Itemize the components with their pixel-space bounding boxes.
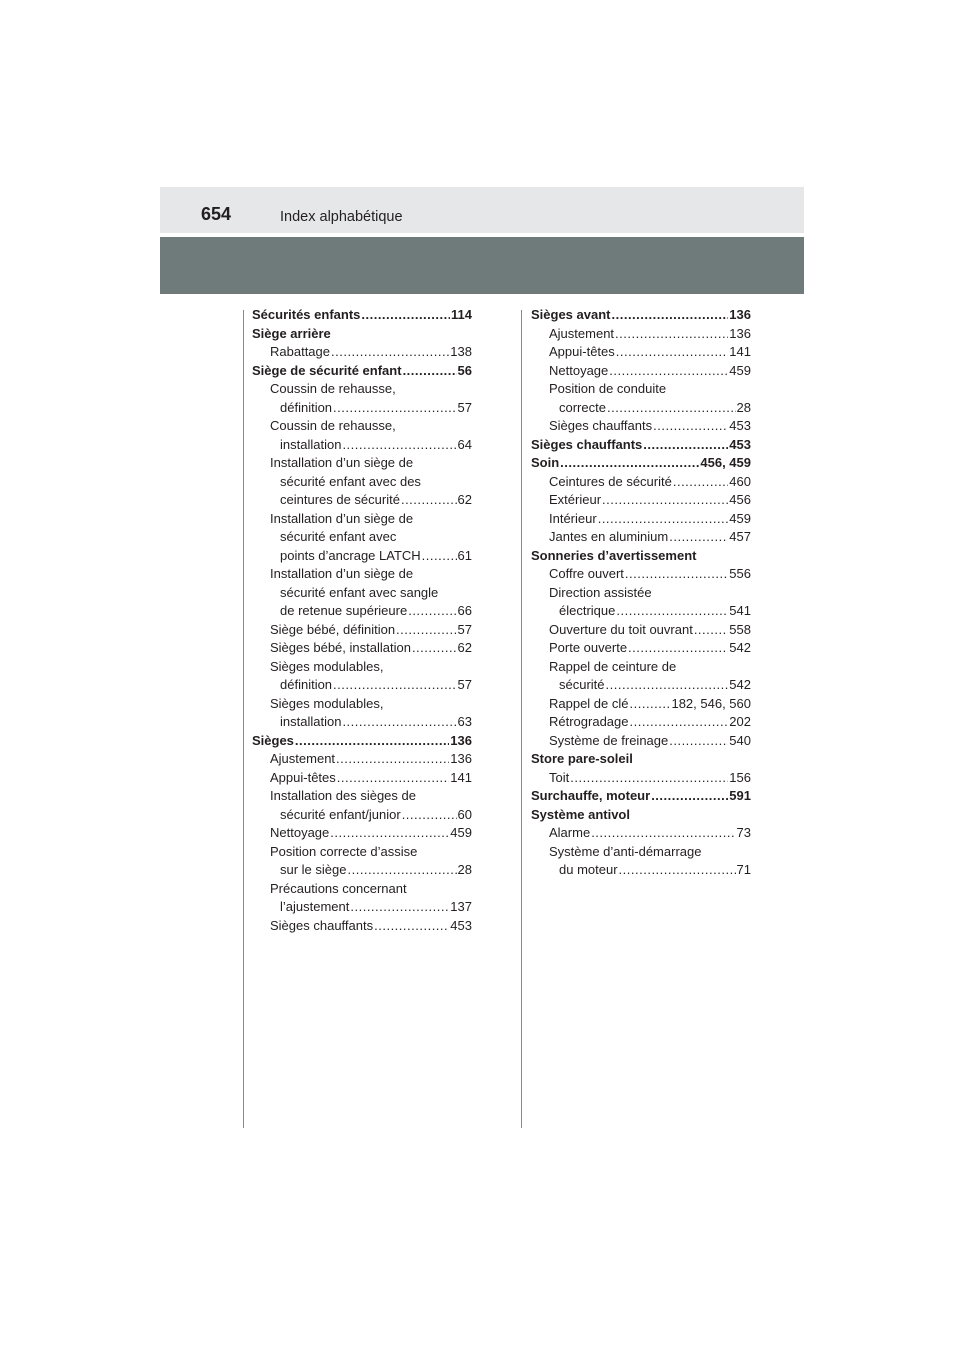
dot-leader xyxy=(295,732,449,751)
dot-leader xyxy=(331,343,449,362)
index-entry xyxy=(252,713,472,732)
index-entry xyxy=(252,658,472,677)
dot-leader xyxy=(673,473,728,492)
dot-leader xyxy=(602,491,728,510)
index-entry xyxy=(252,454,472,473)
entry-page: 541 xyxy=(729,603,751,618)
entry-term: Installation des sièges de xyxy=(270,788,416,803)
entry-term: sécurité enfant avec sangle xyxy=(280,584,439,600)
entry-term: ceintures de sécurité xyxy=(280,492,400,507)
entry-term: sécurité enfant avec des xyxy=(280,473,421,489)
entry-term: Sièges chauffants xyxy=(549,418,653,433)
entry-page: 542 xyxy=(729,640,751,655)
index-entry xyxy=(531,732,751,751)
dot-leader xyxy=(333,399,456,418)
dot-leader xyxy=(630,713,729,732)
entry-page: 64 xyxy=(457,436,472,452)
index-entry xyxy=(252,510,472,529)
index-entry xyxy=(252,880,472,899)
entry-page: 60 xyxy=(457,806,472,822)
column-rule-left xyxy=(243,310,244,1128)
dot-leader xyxy=(643,436,728,455)
entry-page: 141 xyxy=(450,769,472,785)
dot-leader xyxy=(330,824,449,843)
dot-leader xyxy=(342,713,456,732)
entry-term: Sièges xyxy=(252,732,294,748)
index-entry xyxy=(531,325,751,344)
index-entry xyxy=(531,584,751,603)
entry-page: 63 xyxy=(457,714,472,729)
entry-term: Intérieur xyxy=(549,510,597,526)
entry-term: Ajustement xyxy=(549,325,615,341)
entry-term: installation xyxy=(280,714,342,729)
entry-page: 28 xyxy=(736,399,751,415)
dot-leader xyxy=(615,325,728,344)
dot-leader xyxy=(669,732,728,751)
index-entry xyxy=(252,898,472,917)
entry-term: Rétrogradage xyxy=(549,714,629,729)
entry-page: 558 xyxy=(729,621,751,637)
entry-page: 591 xyxy=(729,788,751,803)
entry-term: Alarme xyxy=(549,825,591,840)
entry-page: 137 xyxy=(450,899,472,914)
index-entry xyxy=(252,436,472,455)
entry-term: sur le siège xyxy=(280,862,347,877)
index-entry xyxy=(531,547,751,566)
entry-term: Store pare-soleil xyxy=(531,751,633,766)
entry-term: Installation d’un siège de xyxy=(270,510,414,526)
index-entry xyxy=(531,713,751,732)
entry-term: Rappel de ceinture de xyxy=(549,658,677,674)
index-entry xyxy=(252,787,472,806)
index-entry xyxy=(252,417,472,436)
entry-term: Coussin de rehausse, xyxy=(270,418,396,433)
entry-term: définition xyxy=(280,677,333,692)
index-entry xyxy=(252,528,472,547)
dot-leader xyxy=(694,621,728,640)
dot-leader xyxy=(408,602,456,621)
entry-term: correcte xyxy=(559,399,606,415)
dot-leader xyxy=(361,306,450,325)
index-entry xyxy=(252,732,472,751)
entry-term: Soin xyxy=(531,455,560,470)
entry-page: 202 xyxy=(729,714,751,729)
entry-page: 57 xyxy=(457,677,472,692)
entry-page: 57 xyxy=(457,621,472,637)
index-entry xyxy=(531,602,751,621)
section-title: Index alphabétique xyxy=(280,209,403,225)
entry-page: 71 xyxy=(736,862,751,877)
index-entry xyxy=(531,861,751,880)
dot-leader xyxy=(422,547,457,566)
entry-term: Sièges chauffants xyxy=(270,917,374,933)
index-entry xyxy=(531,695,751,714)
entry-term: Siège arrière xyxy=(252,325,331,341)
index-entry xyxy=(252,362,472,381)
entry-term: sécurité enfant avec xyxy=(280,529,397,544)
index-entry xyxy=(531,750,751,769)
dot-leader xyxy=(570,769,728,788)
entry-term: Appui-têtes xyxy=(270,769,336,785)
entry-page: 459 xyxy=(729,362,751,378)
entry-page: 136 xyxy=(729,325,751,341)
header-band xyxy=(160,237,804,294)
dot-leader xyxy=(402,806,457,825)
dot-leader xyxy=(337,769,450,788)
entry-term: Jantes en aluminium xyxy=(549,529,669,544)
dot-leader xyxy=(616,602,728,621)
dot-leader xyxy=(669,528,728,547)
index-entry xyxy=(531,658,751,677)
index-entry xyxy=(252,917,472,936)
index-entry xyxy=(252,806,472,825)
index-entry xyxy=(252,473,472,492)
dot-leader xyxy=(333,676,456,695)
entry-page: 136 xyxy=(450,751,472,766)
dot-leader xyxy=(598,510,729,529)
index-entry xyxy=(531,417,751,436)
entry-term: Rappel de clé xyxy=(549,695,629,711)
index-entry xyxy=(531,380,751,399)
index-column-right xyxy=(531,306,751,880)
index-entry xyxy=(252,343,472,362)
entry-page: 136 xyxy=(729,307,751,322)
entry-term: Position de conduite xyxy=(549,381,667,396)
entry-term: Ceintures de sécurité xyxy=(549,473,672,489)
index-entry xyxy=(252,565,472,584)
index-entry xyxy=(531,528,751,547)
dot-leader xyxy=(374,917,449,936)
entry-term: de retenue supérieure xyxy=(280,603,408,618)
index-entry xyxy=(531,343,751,362)
index-entry xyxy=(531,454,751,473)
index-entry xyxy=(252,399,472,418)
entry-term: Rabattage xyxy=(270,344,330,359)
entry-term: Système d’anti-démarrage xyxy=(549,843,702,859)
entry-term: Sécurités enfants xyxy=(252,307,361,322)
index-entry xyxy=(531,806,751,825)
column-rule-right xyxy=(521,310,522,1128)
dot-leader xyxy=(609,362,728,381)
dot-leader xyxy=(616,343,729,362)
index-entry xyxy=(252,325,472,344)
entry-term: Système antivol xyxy=(531,806,630,822)
index-entry xyxy=(531,769,751,788)
entry-term: Sièges bébé, installation xyxy=(270,640,411,655)
dot-leader xyxy=(625,565,728,584)
entry-term: Surchauffe, moteur xyxy=(531,788,651,803)
entry-term: Sièges modulables, xyxy=(270,658,384,674)
dot-leader xyxy=(653,417,728,436)
entry-term: Nettoyage xyxy=(549,362,609,378)
entry-term: Direction assistée xyxy=(549,584,652,600)
index-entry xyxy=(531,787,751,806)
entry-page: 460 xyxy=(729,473,751,489)
entry-page: 453 xyxy=(450,917,472,933)
entry-term: Ajustement xyxy=(270,751,336,766)
index-entry xyxy=(252,491,472,510)
entry-page: 456, 459 xyxy=(700,455,751,470)
dot-leader xyxy=(591,824,735,843)
dot-leader xyxy=(651,787,728,806)
entry-page: 540 xyxy=(729,732,751,748)
entry-page: 73 xyxy=(736,825,751,840)
entry-term: définition xyxy=(280,399,333,415)
index-entry xyxy=(252,621,472,640)
entry-term: l’ajustement xyxy=(280,899,350,914)
entry-term: Sièges modulables, xyxy=(270,695,384,711)
page-number: 654 xyxy=(201,204,232,224)
entry-term: points d’ancrage LATCH xyxy=(280,547,421,563)
entry-page: 556 xyxy=(729,566,751,581)
entry-term: installation xyxy=(280,436,342,452)
entry-page: 456 xyxy=(729,492,751,507)
index-entry xyxy=(531,676,751,695)
index-entry xyxy=(252,861,472,880)
entry-page: 459 xyxy=(450,825,472,840)
entry-term: Extérieur xyxy=(549,492,602,507)
index-entry xyxy=(252,602,472,621)
dot-leader xyxy=(560,454,699,473)
index-entry xyxy=(531,824,751,843)
entry-page: 138 xyxy=(450,344,472,359)
index-entry xyxy=(252,306,472,325)
entry-page: 28 xyxy=(457,862,472,877)
index-entry xyxy=(531,306,751,325)
entry-term: Ouverture du toit ouvrant xyxy=(549,621,693,637)
entry-page: 457 xyxy=(729,529,751,544)
index-entry xyxy=(531,491,751,510)
entry-page: 62 xyxy=(457,492,472,507)
entry-page: 141 xyxy=(729,344,751,359)
entry-page: 136 xyxy=(450,732,472,748)
entry-page: 459 xyxy=(729,510,751,526)
index-entry xyxy=(531,639,751,658)
entry-term: électrique xyxy=(559,603,616,618)
dot-leader xyxy=(342,436,456,455)
entry-page: 156 xyxy=(729,769,751,785)
entry-term: sécurité xyxy=(559,677,605,692)
entry-term: Coffre ouvert xyxy=(549,566,624,581)
index-entry xyxy=(531,510,751,529)
entry-term: Précautions concernant xyxy=(270,880,407,896)
index-entry xyxy=(531,843,751,862)
entry-term: Sièges avant xyxy=(531,307,611,322)
index-entry xyxy=(252,769,472,788)
index-entry xyxy=(252,824,472,843)
dot-leader xyxy=(412,639,457,658)
index-entry xyxy=(252,676,472,695)
index-entry xyxy=(252,584,472,603)
dot-leader xyxy=(628,639,728,658)
entry-page: 62 xyxy=(457,640,472,655)
entry-term: Siège bébé, définition xyxy=(270,621,396,637)
entry-term: Sièges chauffants xyxy=(531,436,643,452)
index-entry xyxy=(531,473,751,492)
dot-leader xyxy=(612,306,729,325)
entry-page: 114 xyxy=(451,307,472,322)
entry-page: 542 xyxy=(729,677,751,692)
index-entry xyxy=(531,621,751,640)
entry-term: sécurité enfant/junior xyxy=(280,806,401,822)
dot-leader xyxy=(347,861,456,880)
dot-leader xyxy=(350,898,449,917)
entry-term: Appui-têtes xyxy=(549,344,615,359)
dot-leader xyxy=(403,362,457,381)
dot-leader xyxy=(401,491,457,510)
entry-page: 57 xyxy=(457,399,472,415)
entry-term: Installation d’un siège de xyxy=(270,455,414,470)
entry-term: Nettoyage xyxy=(270,825,330,840)
index-entry xyxy=(531,565,751,584)
entry-page: 56 xyxy=(457,362,472,378)
index-entry xyxy=(531,436,751,455)
entry-term: Installation d’un siège de xyxy=(270,566,414,581)
entry-term: Système de freinage xyxy=(549,732,669,748)
entry-page: 61 xyxy=(457,547,472,563)
entry-term: du moteur xyxy=(559,862,618,877)
entry-page: 182, 546, 560 xyxy=(671,695,751,711)
index-entry xyxy=(252,750,472,769)
index-entry xyxy=(252,547,472,566)
index-entry xyxy=(252,843,472,862)
index-entry xyxy=(252,695,472,714)
header-bar xyxy=(160,187,804,233)
dot-leader xyxy=(396,621,456,640)
index-entry xyxy=(531,399,751,418)
entry-term: Porte ouverte xyxy=(549,640,628,655)
index-column-left xyxy=(252,306,472,935)
dot-leader xyxy=(619,861,736,880)
entry-term: Position correcte d’assise xyxy=(270,843,418,859)
entry-page: 453 xyxy=(729,418,751,433)
entry-term: Siège de sécurité enfant xyxy=(252,362,402,378)
index-entry xyxy=(252,639,472,658)
dot-leader xyxy=(606,676,729,695)
index-entry xyxy=(531,362,751,381)
entry-term: Coussin de rehausse, xyxy=(270,381,396,396)
dot-leader xyxy=(630,695,671,714)
dot-leader xyxy=(336,750,449,769)
entry-term: Toit xyxy=(549,769,570,785)
entry-page: 453 xyxy=(729,436,751,452)
index-entry xyxy=(252,380,472,399)
entry-page: 66 xyxy=(457,603,472,618)
dot-leader xyxy=(607,399,736,418)
entry-term: Sonneries d’avertissement xyxy=(531,547,697,563)
